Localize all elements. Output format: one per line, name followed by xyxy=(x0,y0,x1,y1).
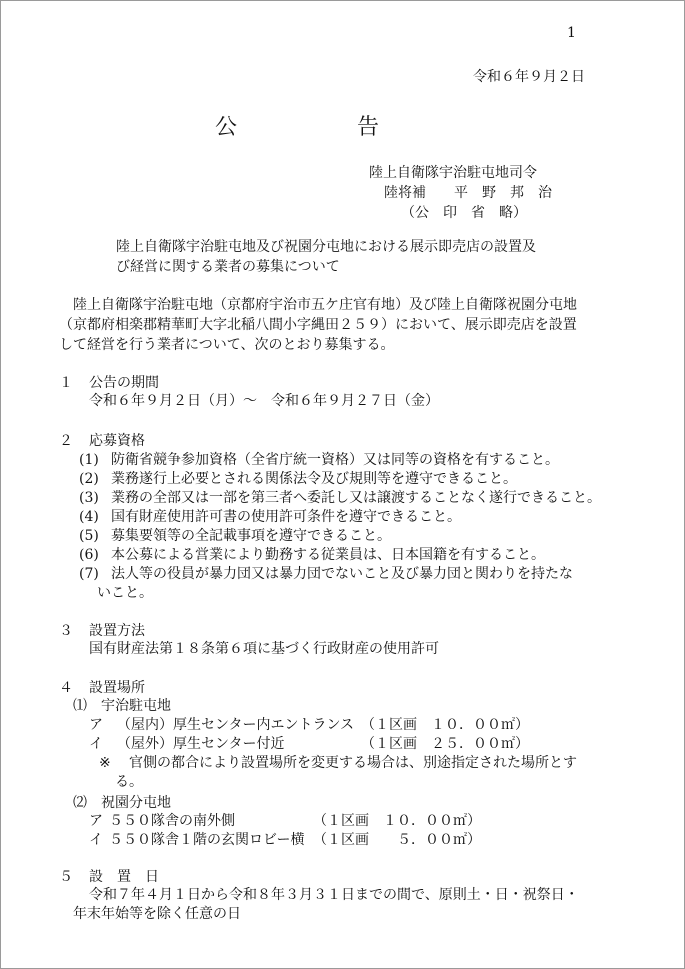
item-text: 業務の全部又は一部を第三者へ委託し又は譲渡することなく遂行できること。 xyxy=(111,490,601,506)
intro-line-2: （京都府相楽郡精華町大字北稲八間小字縄田２５９）において、展示即売店を設置 xyxy=(59,317,577,333)
item-label: (3) xyxy=(79,490,99,506)
item-label: (4) xyxy=(79,509,99,525)
page-number: 1 xyxy=(567,25,576,41)
item-label: (6) xyxy=(79,547,99,563)
item-text: 業務遂行上必要とされる関係法令及び規則等を遵守できること。 xyxy=(111,471,517,487)
section-number: ２ xyxy=(59,433,73,449)
subject-line-1: 陸上自衛隊宇治駐屯地及び祝園分屯地における展示即売店の設置及 xyxy=(116,239,536,255)
intro-line-1: 陸上自衛隊宇治駐屯地（京都府宇治市五ケ庄官有地）及び陸上自衛隊祝園分屯地 xyxy=(73,297,577,313)
subsection-label: ⑵ xyxy=(73,795,87,811)
intro-line-3: して経営を行う業者について、次のとおり募集する。 xyxy=(59,337,395,353)
section-number: ４ xyxy=(59,680,73,696)
list-item-continuation: いこと。 xyxy=(97,585,153,601)
location-row xyxy=(89,811,481,831)
list-item xyxy=(79,507,461,527)
title-char-2: 告 xyxy=(357,115,380,140)
list-item xyxy=(79,564,573,584)
location-area: （１区画 １０．００㎡） xyxy=(313,813,481,829)
item-mark: ア xyxy=(89,717,103,733)
section-title: 設置方法 xyxy=(89,623,145,639)
location-place: （屋内）厚生センター内エントランス xyxy=(117,717,355,733)
issuer-name: 陸将補 平 野 邦 治 xyxy=(384,185,552,201)
location-row xyxy=(89,715,529,735)
section-title: 応募資格 xyxy=(89,433,145,449)
section-heading xyxy=(59,678,145,698)
item-text: 本公募による営業により勤務する従業員は、日本国籍を有すること。 xyxy=(111,547,545,563)
issuer-seal-note: （公 印 省 略） xyxy=(401,205,527,221)
section-title: 設 置 日 xyxy=(89,869,159,885)
section-heading xyxy=(59,867,159,887)
subject-line-2: び経営に関する業者の募集について xyxy=(116,259,340,275)
section-number: ５ xyxy=(59,869,73,885)
item-mark: イ xyxy=(89,736,103,752)
location-place: ５５０隊舎１階の玄関ロビー横 xyxy=(109,832,305,848)
section-heading xyxy=(59,431,145,451)
note-text: 官側の都合により設置場所を変更する場合は、別途指定された場所とす xyxy=(129,755,577,771)
subsection-heading xyxy=(73,696,171,716)
location-area: （１区画 ２５．００㎡） xyxy=(361,736,529,752)
section-body: 令和６年９月２日（月）～ 令和６年９月２７日（金） xyxy=(89,393,439,409)
list-item xyxy=(79,450,559,470)
notice-date: 令和６年９月２日 xyxy=(473,69,585,85)
item-mark: イ xyxy=(89,832,103,848)
item-mark: ア xyxy=(89,813,103,829)
location-row xyxy=(89,734,529,754)
item-label: (2) xyxy=(79,471,99,487)
section-title: 公告の期間 xyxy=(89,375,159,391)
section-body-line-1: 令和７年４月１日から令和８年３月３１日までの間で、原則土・日・祝祭日・ xyxy=(89,887,579,903)
section-body-line-2: 年末年始等を除く任意の日 xyxy=(73,906,241,922)
subsection-title: 祝園分屯地 xyxy=(101,795,171,811)
location-place: ５５０隊舎の南外側 xyxy=(109,813,235,829)
item-label: (5) xyxy=(79,528,99,544)
section-number: １ xyxy=(59,375,73,391)
subsection-label: ⑴ xyxy=(73,698,87,714)
subsection-heading xyxy=(73,793,171,813)
item-label: (1) xyxy=(79,452,99,468)
location-area: （１区画 ５．００㎡） xyxy=(313,832,481,848)
location-area: （１区画 １０．００㎡） xyxy=(361,717,529,733)
item-label: (7) xyxy=(79,566,99,582)
section-body: 国有財産法第１８条第６項に基づく行政財産の使用許可 xyxy=(89,641,439,657)
location-row xyxy=(89,830,481,850)
list-item xyxy=(79,545,545,565)
section-number: ３ xyxy=(59,623,73,639)
list-item xyxy=(79,526,391,546)
section-heading xyxy=(59,621,145,641)
subsection-title: 宇治駐屯地 xyxy=(101,698,171,714)
title-char-1: 公 xyxy=(215,115,238,140)
note-line xyxy=(99,753,577,773)
item-text: 募集要領等の全記載事項を遵守できること。 xyxy=(111,528,391,544)
section-title: 設置場所 xyxy=(89,680,145,696)
item-text: 防衛省競争参加資格（全省庁統一資格）又は同等の資格を有すること。 xyxy=(111,452,559,468)
note-continuation: る。 xyxy=(115,774,143,790)
issuer-org: 陸上自衛隊宇治駐屯地司令 xyxy=(369,165,537,181)
item-text: 法人等の役員が暴力団又は暴力団でないこと及び暴力団と関わりを持たな xyxy=(111,566,573,582)
list-item xyxy=(79,488,601,508)
list-item xyxy=(79,469,517,489)
item-text: 国有財産使用許可書の使用許可条件を遵守できること。 xyxy=(111,509,461,525)
note-mark: ※ xyxy=(99,755,111,771)
section-heading xyxy=(59,373,159,393)
location-place: （屋外）厚生センター付近 xyxy=(117,736,285,752)
